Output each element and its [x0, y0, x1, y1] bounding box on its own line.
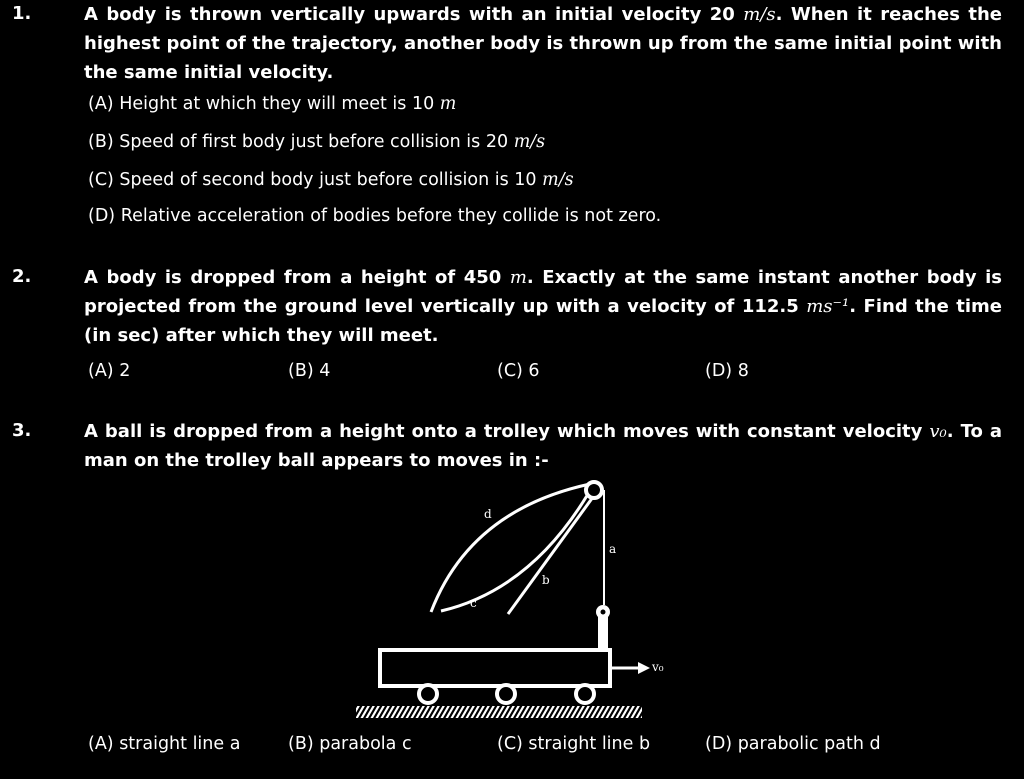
trolley-body	[380, 650, 610, 686]
q1-option-b-unit: m/s	[513, 132, 546, 152]
q3-option-c[interactable]: (C) straight line b	[497, 734, 651, 754]
q3-option-a[interactable]: (A) straight line a	[88, 734, 241, 754]
pulley	[586, 482, 602, 498]
q1-option-b-label: (B) Speed of first body just before collision is 20	[88, 132, 514, 152]
q1-option-c-unit: m/s	[542, 170, 574, 190]
q2-text-b: . Exactly at the same instant another body is projected from the ground level vertically up with a velocity of 112.5	[84, 267, 1002, 317]
velocity-label: v₀	[652, 660, 664, 674]
q3-option-d[interactable]: (D) parabolic path d	[705, 734, 881, 754]
q2-text-c: . Find the time (in sec) after which they will meet.	[84, 296, 1002, 346]
q1-option-d-label: (D) Relative acceleration of bodies before they collide is not zero.	[88, 206, 662, 226]
q3-text-b: . To a man on the trolley ball appears to moves in :-	[84, 421, 1002, 471]
q2-option-d[interactable]: (D) 8	[705, 361, 749, 381]
wheel	[419, 685, 437, 703]
q2-unit-m: m	[509, 267, 527, 288]
label-c: c	[470, 596, 477, 610]
question-2-number: 2.	[12, 266, 32, 287]
q3-option-b[interactable]: (B) parabola c	[288, 734, 412, 754]
q1-option-a-label: (A) Height at which they will meet is 10	[88, 94, 440, 114]
question-1-number: 1.	[12, 3, 32, 24]
q1-text-b: . When it reaches the highest point of the trajectory, another body is thrown up from the same initial point with the same initial velocity.	[84, 4, 1002, 83]
q2-unit-ms: ms⁻¹	[806, 296, 850, 317]
q2-option-b[interactable]: (B) 4	[288, 361, 331, 381]
path-b	[508, 497, 593, 614]
wheel	[497, 685, 515, 703]
arrow-head-icon	[638, 662, 650, 674]
q2-option-a[interactable]: (A) 2	[88, 361, 131, 381]
q1-unit: m/s	[743, 4, 776, 25]
question-3-number: 3.	[12, 420, 32, 441]
q1-text-a: A body is thrown vertically upwards with an initial velocity 20	[84, 4, 744, 25]
label-b: b	[542, 573, 550, 587]
q1-option-a-unit: m	[439, 94, 457, 114]
path-d	[431, 484, 590, 612]
label-a: a	[609, 542, 617, 556]
q3-v0: v₀	[929, 421, 947, 442]
q2-text-a: A body is dropped from a height of 450	[84, 267, 510, 288]
q2-option-c[interactable]: (C) 6	[497, 361, 540, 381]
wheel	[576, 685, 594, 703]
q1-option-c-label: (C) Speed of second body just before collision is 10	[88, 170, 543, 190]
ground	[356, 706, 642, 718]
q3-text-a: A ball is dropped from a height onto a trolley which moves with constant velocity	[84, 421, 930, 442]
label-d: d	[484, 507, 492, 521]
